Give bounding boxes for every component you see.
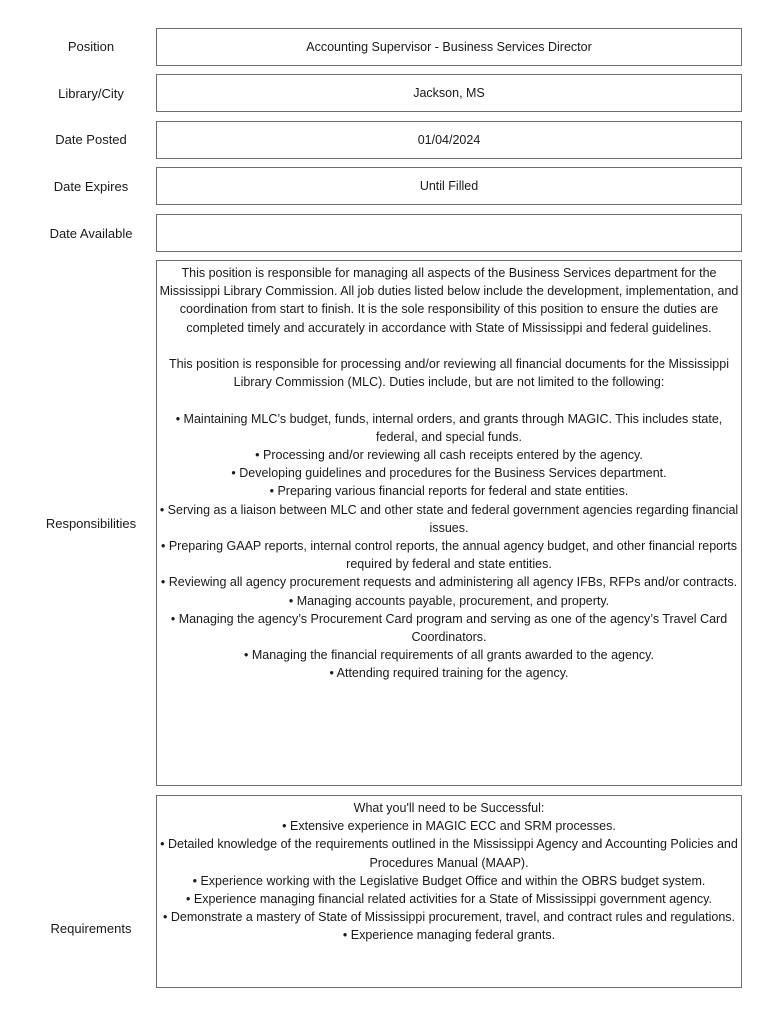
requirements-heading: What you'll need to be Successful: — [353, 801, 545, 815]
position-field — [156, 28, 742, 66]
date-available-label: Date Available — [49, 226, 133, 241]
responsibility-item: • Processing and/or reviewing all cash receipts entered by the agency. — [255, 448, 643, 462]
requirement-item: • Experience working with the Legislative Budget Office and within the OBRS budget system. — [192, 873, 706, 888]
requirement-item: • Demonstrate a mastery of State of Mississippi procurement, travel, and contract rules and regulations. — [163, 910, 735, 925]
library-city-field — [156, 74, 742, 112]
responsibility-item: • Managing the financial requirements of all grants awarded to the agency. — [244, 648, 654, 663]
responsibility-item: • Managing the agency’s Procurement Card program and serving as one of the agency’s Travel Card Coordinators. — [170, 611, 728, 645]
requirement-item: • Detailed knowledge of the requirements outlined in the Mississippi Agency and Accounting Policies and Procedures Manual (MAAP). — [160, 837, 738, 870]
responsibility-item: • Preparing various financial reports for federal and state entities. — [269, 484, 629, 499]
responsibilities-field — [156, 260, 742, 786]
date-available-field — [156, 214, 742, 252]
paragraph-spacer — [159, 337, 739, 355]
requirement-item: • Experience managing federal grants. — [342, 928, 556, 943]
responsibility-item: • Maintaining MLC’s budget, funds, internal orders, and grants through MAGIC. This includes state, federal, and special funds. — [175, 411, 723, 444]
responsibility-item: • Preparing GAAP reports, internal control reports, the annual agency budget, and other financial reports required by federal and state entities. — [160, 539, 737, 572]
responsibility-item: • Attending required training for the agency. — [329, 666, 569, 681]
requirement-item: • Extensive experience in MAGIC ECC and SRM processes. — [282, 819, 616, 834]
responsibility-item: • Managing accounts payable, procurement, and property. — [288, 593, 610, 608]
responsibilities-intro-2: This position is responsible for processing and/or reviewing all financial documents for the Mississippi Library Commission (MLC). Duties include, but are not limited to the following: — [169, 357, 729, 390]
position-label: Position — [67, 39, 115, 54]
paragraph-spacer — [159, 391, 739, 409]
responsibilities-intro-1: This position is responsible for managing all aspects of the Business Services department for the Mississippi Library Commission. All job duties listed below include the development, implementation, and coordination from start to finish. It is the sole responsibility of this position to ensure the duties are completed timely and accurately in accordance with State of Mississippi and federal guidelines. — [159, 266, 739, 335]
date-expires-value: Until Filled — [419, 179, 479, 193]
date-posted-label: Date Posted — [55, 132, 127, 147]
library-city-value: Jackson, MS — [413, 86, 485, 100]
responsibilities-label: Responsibilities — [45, 516, 137, 531]
requirements-label: Requirements — [50, 921, 132, 936]
date-posted-field — [156, 121, 742, 159]
requirements-field — [156, 795, 742, 988]
responsibility-item: • Developing guidelines and procedures for the Business Services department. — [231, 466, 667, 481]
date-expires-label: Date Expires — [53, 179, 129, 194]
responsibility-item: • Reviewing all agency procurement requests and administering all agency IFBs, RFPs and/or contracts. — [160, 575, 738, 590]
library-city-label: Library/City — [58, 86, 124, 101]
requirement-item: • Experience managing financial related activities for a State of Mississippi government agency. — [186, 892, 712, 907]
date-posted-value: 01/04/2024 — [417, 133, 481, 147]
date-expires-field — [156, 167, 742, 205]
position-value: Accounting Supervisor - Business Services Director — [306, 40, 592, 54]
responsibility-item: • Serving as a liaison between MLC and other state and federal government agencies regarding financial issues. — [159, 502, 739, 535]
